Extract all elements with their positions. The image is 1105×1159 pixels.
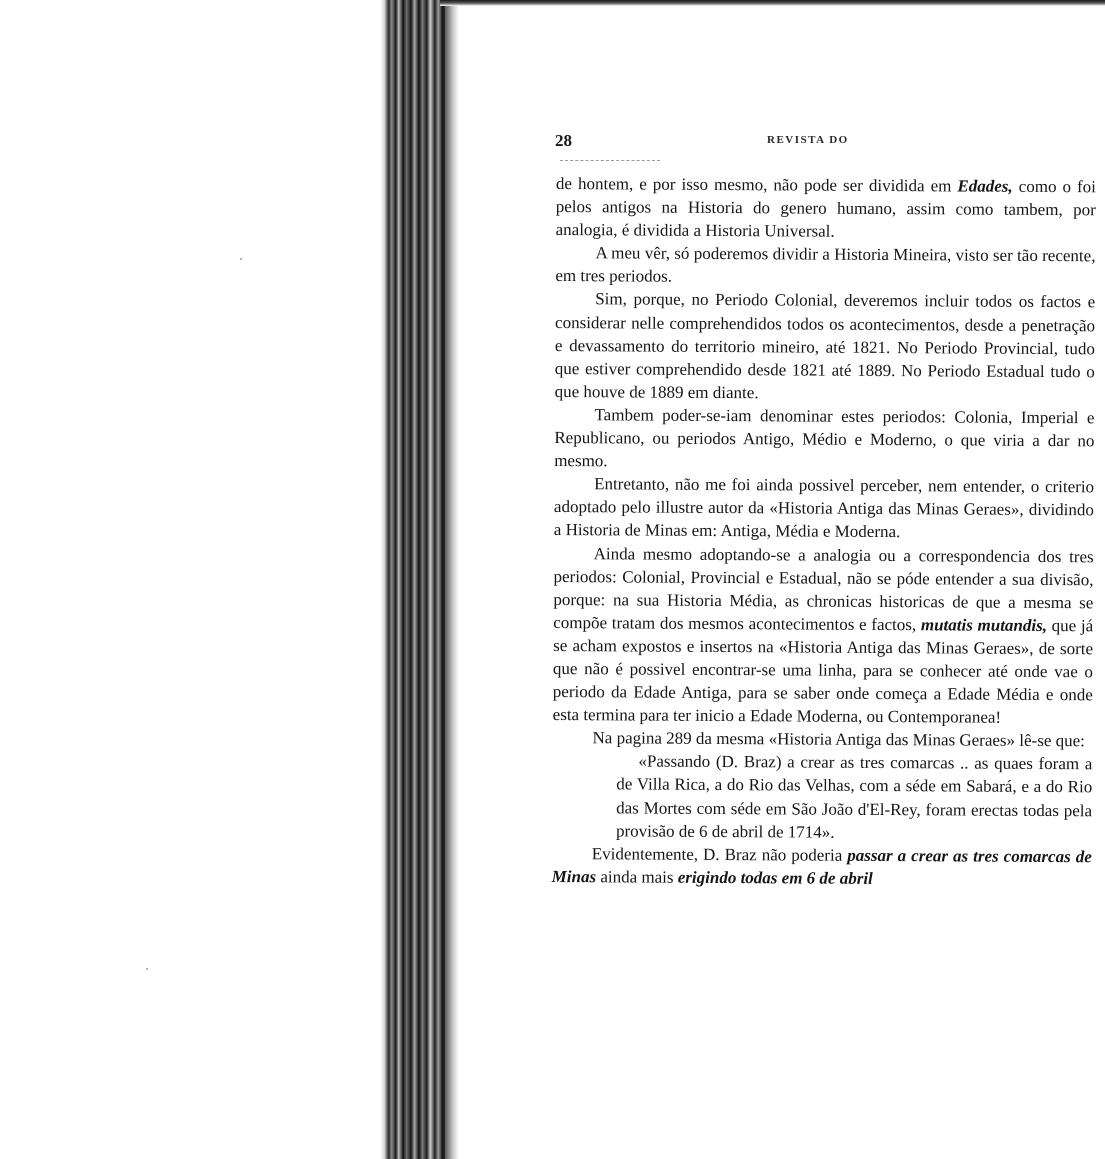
paragraph: A meu vêr, só poderemos dividir a Historia Mineira, visto ser tão recente, em tres periodos.: [555, 243, 1096, 287]
header-rule: [560, 160, 660, 161]
gutter-shadow: [445, 0, 459, 1159]
italic-term: mutatis mutandis,: [920, 615, 1048, 635]
text-run: Ainda mesmo adoptando-se a analogia ou a correspondencia dos tres periodos: Colonial, Provincial e Estadual, não se póde entender a sua divisão, porque: na sua Historia Média, as chronicas historicas de que a mesma se compõe tratam dos mesmos acontecimentos e factos,: [553, 543, 1094, 635]
running-head: REVISTA DO: [767, 134, 849, 146]
paper-speck: [146, 968, 148, 970]
italic-term: erigindo todas em 6 de abril: [677, 867, 873, 888]
paper-speck: [240, 258, 242, 260]
paragraph: Tambem poder-se-iam denominar estes periodos: Colonia, Imperial e Republicano, ou periodos Antigo, Médio e Moderno, o que viria a dar no mesmo.: [554, 405, 1095, 471]
italic-term: passar a crear as tres comarcas de Minas: [551, 845, 1092, 887]
paragraph: Sim, porque, no Periodo Colonial, deveremos incluir todos os factos e considerar nelle comprehendidos todos os acontecimentos, desde a penetração e devassamento do territorio mineiro, até 1821. No Periodo Provincial, tudo que estiver comprehendido desde 1821 até 1889. No Periodo Estadual tudo o que houve de 1889 em diante.: [554, 289, 1096, 403]
italic-term: Edades,: [957, 176, 1013, 196]
page-number: 28: [555, 131, 572, 150]
body-text: [552, 172, 1096, 891]
page-header: [555, 131, 1095, 155]
block-quote: «Passando (D. Braz) a crear as tres comarcas .. as quaes foram a de Villa Rica, a do Rio das Velhas, com a séde em Sabará, e a do Rio das Mortes com séde em São João d'El-Rey, foram erectas todas pela provisão de 6 de abril de 1714».: [615, 751, 1093, 842]
text-run: ainda mais: [596, 867, 678, 887]
page-top-edge: [440, 0, 1105, 6]
text-run: Evidentemente, D. Braz não poderia: [591, 843, 848, 865]
text-run: que já se acham expostos e insertos na «Historia Antiga das Minas Geraes», de sorte que não é possivel encontrar-se uma linha, para se conhecer até onde vae o periodo da Edade Antiga, para se saber onde começa a Edade Média e onde esta termina para ter inicio a Edade Moderna, ou Contemporanea!: [552, 615, 1094, 727]
text-run: de hontem, e por isso mesmo, não pode ser dividida em: [555, 173, 958, 196]
paragraph: [553, 541, 1094, 729]
paragraph: Na pagina 289 da mesma «Historia Antiga das Minas Geraes» lê-se que:: [592, 728, 1085, 751]
paragraph: [552, 842, 1092, 891]
book-spine-gutter: [380, 0, 452, 1159]
paragraph: Entretanto, não me foi ainda possivel perceber, nem entender, o criterio adoptado pelo illustre autor da «Historia Antiga das Minas Geraes», dividindo a Historia de Minas em: Antiga, Média e Moderna.: [553, 474, 1095, 542]
paragraph: [556, 172, 1096, 245]
text-run: como o foi pelos antigos na Historia do genero humano, assim como tambem, por analogia, é dividida a Historia Universal.: [555, 176, 1096, 241]
